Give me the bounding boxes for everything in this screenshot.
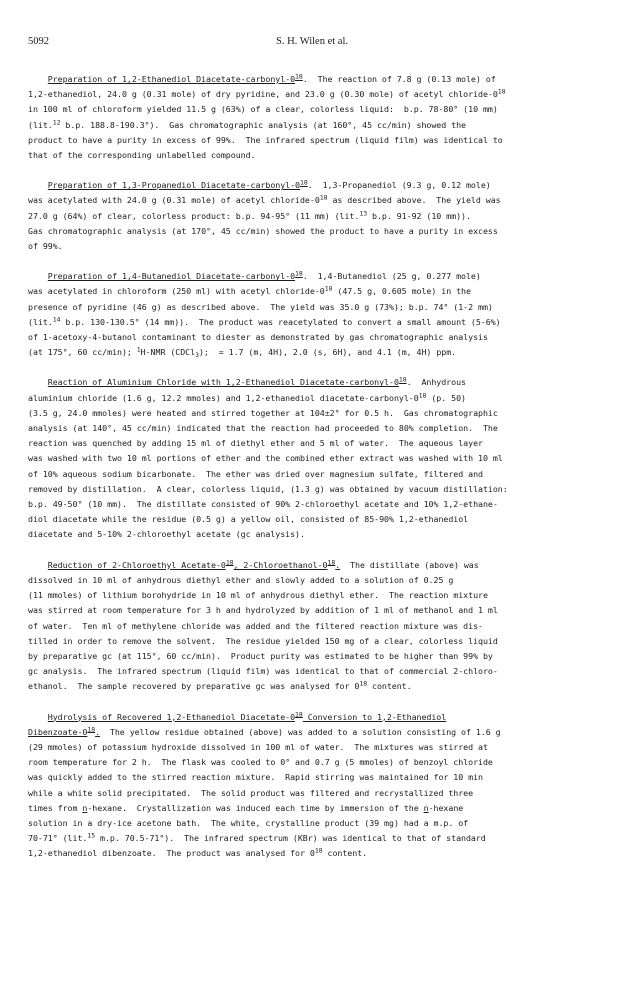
text-run: product to have a purity in excess of 99%. The infrared spectrum (liquid film) was identical to bbox=[28, 134, 503, 145]
text-run: that of the corresponding unlabelled compound. bbox=[28, 150, 256, 161]
text-run: 1,2-ethanediol, 24.0 g (0.31 mole) of dry pyridine, and 23.0 g (0.30 mole) of acetyl chloride-0 bbox=[28, 89, 498, 100]
text-line bbox=[28, 755, 602, 770]
superscript: 1 bbox=[136, 345, 141, 354]
text-run: m.p. 70.5-71°). The infrared spectrum (KBr) was identical to that of standard bbox=[95, 833, 486, 844]
text-line bbox=[28, 284, 602, 299]
text-line bbox=[28, 740, 602, 755]
page-number: 5092 bbox=[28, 36, 49, 47]
text-run: content. bbox=[367, 681, 412, 692]
text-run bbox=[28, 712, 48, 722]
text-run: solution in a dry-ice acetone bath. The white, crystalline product (39 mg) had a m.p. of bbox=[28, 817, 469, 828]
text-line bbox=[28, 102, 602, 117]
text-run: b.p. 130-130.5° (14 mm)). The product was reacetylated to convert a small amount (5-6%) bbox=[60, 316, 501, 327]
text-run: . bbox=[302, 74, 308, 84]
text-run: presence of pyridine (46 g) as described above. The yield was 35.0 g (73%); b.p. 74° (1-2 mm) bbox=[28, 301, 493, 312]
superscript: 18 bbox=[497, 87, 506, 96]
superscript: 14 bbox=[52, 315, 61, 324]
superscript: 18 bbox=[319, 193, 328, 202]
underlined-heading-text: Preparation of 1,3-Propanediol Diacetate-carbonyl-0 bbox=[47, 180, 300, 191]
paragraph-p4 bbox=[28, 375, 602, 542]
text-run: content. bbox=[322, 848, 368, 859]
underlined-heading-text: n bbox=[423, 802, 429, 813]
text-run: was stirred at room temperature for 3 h and hydrolyzed by addition of 1 ml of methanol and 1 ml bbox=[28, 605, 498, 616]
text-line bbox=[28, 330, 602, 345]
subscript: 3 bbox=[195, 351, 199, 360]
text-line bbox=[28, 300, 602, 315]
superscript: 18 bbox=[295, 72, 303, 81]
text-run: diacetate and 5-10% 2-chloroethyl acetate (gc analysis). bbox=[28, 529, 305, 540]
text-line bbox=[28, 451, 602, 466]
text-line bbox=[28, 512, 602, 527]
underlined-heading-text: Conversion to 1,2-Ethanediol bbox=[302, 711, 447, 722]
underlined-heading-text: Reduction of 2-Chloroethyl Acetate-0 bbox=[47, 559, 226, 570]
text-run: b.p. 188.8-190.3°). Gas chromatographic analysis (at 160°, 45 cc/min) showed the bbox=[60, 119, 466, 130]
underlined-heading-text: Hydrolysis of Recovered 1,2-Ethanediol Diacetate-0 bbox=[47, 711, 296, 722]
underlined-heading-text: . bbox=[95, 726, 101, 737]
text-line bbox=[28, 619, 602, 634]
text-line bbox=[28, 375, 602, 390]
text-run: room temperature for 2 h. The flask was cooled to 0° and 0.7 g (5 mmoles) of benzoyl chloride bbox=[28, 757, 493, 768]
text-run: diol diacetate while the residue (0.5 g) a yellow oil, consisted of 85-90% 1,2-ethanediol bbox=[28, 514, 469, 525]
text-run: b.p. 91-92 (10 mm)). bbox=[367, 210, 471, 221]
text-run: b.p. 49-50° (10 mm). The distillate consisted of 90% 2-chloroethyl acetate and 10% 1,2-ethane- bbox=[28, 499, 498, 510]
text-run: of 10% aqueous sodium bicarbonate. The ether was dried over magnesium sulfate, filtered and bbox=[28, 468, 483, 479]
text-run: H-NMR (CDCl bbox=[140, 347, 196, 358]
text-run: (at 175°, 60 cc/min); bbox=[28, 347, 137, 358]
text-run: -hexane bbox=[428, 802, 464, 813]
text-run: was acetylated with 24.0 g (0.31 mole) of acetyl chloride-0 bbox=[28, 195, 320, 206]
text-line bbox=[28, 558, 602, 573]
text-run: (3.5 g, 24.0 mmoles) were heated and stirred together at 104±2° for 0.5 h. Gas chromatographic bbox=[28, 407, 498, 418]
superscript: 12 bbox=[52, 118, 61, 127]
text-run: tilled in order to remove the solvent. The residue yielded 150 mg of a clear, colorless liquid bbox=[28, 635, 498, 646]
text-line bbox=[28, 664, 602, 679]
text-run: . 1,3-Propanediol (9.3 g, 0.12 mole) bbox=[307, 180, 491, 191]
text-line bbox=[28, 239, 602, 254]
superscript: 18 bbox=[359, 679, 368, 688]
text-line bbox=[28, 269, 602, 284]
text-run: ); = 1.7 (m, 4H), 2.0 (s, 6H), and 4.1 (m, 4H) ppm. bbox=[198, 347, 457, 358]
text-run: 27.0 g (64%) of clear, colorless product: b.p. 94-95° (11 mm) (lit. bbox=[28, 210, 360, 221]
superscript: 18 bbox=[314, 846, 323, 855]
article-body bbox=[28, 72, 602, 877]
text-run: ethanol. The sample recovered by preparative gc was analysed for 0 bbox=[28, 681, 360, 692]
superscript: 13 bbox=[359, 209, 368, 218]
text-run: . Anhydrous bbox=[406, 377, 466, 388]
paragraph-p3 bbox=[28, 269, 602, 360]
text-run: -hexane. Crystallization was induced each time by immersion of the bbox=[87, 802, 424, 813]
text-line bbox=[28, 770, 602, 785]
text-run: of 1-acetoxy-4-butanol contaminant to diester as demonstrated by gas chromatographic analysis bbox=[28, 332, 488, 343]
text-run: reaction was quenched by adding 15 ml of diethyl ether and 5 ml of water. The aqueous layer bbox=[28, 438, 483, 449]
text-run: dissolved in 10 ml of anhydrous diethyl ether and slowly added to a solution of 0.25 g bbox=[28, 574, 454, 585]
text-line bbox=[28, 406, 602, 421]
text-line bbox=[28, 634, 602, 649]
text-run: The reaction of 7.8 g (0.13 mole) of bbox=[307, 74, 496, 84]
text-line bbox=[28, 786, 602, 801]
underlined-heading-text: Dibenzoate-0 bbox=[28, 726, 88, 737]
text-line bbox=[28, 816, 602, 831]
text-run: Gas chromatographic analysis (at 170°, 45 cc/min) showed the product to have a purity in excess bbox=[28, 225, 498, 236]
text-line bbox=[28, 649, 602, 664]
superscript: 18 bbox=[295, 710, 303, 719]
text-run: was acetylated in chloroform (250 ml) with acetyl chloride-0 bbox=[28, 286, 325, 297]
text-run: by preparative gc (at 115°, 60 cc/min). Product purity was estimated to be higher than 99% by bbox=[28, 650, 493, 661]
text-run: The distillate (above) was bbox=[340, 559, 479, 570]
text-line bbox=[28, 209, 602, 224]
text-line bbox=[28, 467, 602, 482]
text-line bbox=[28, 391, 602, 406]
text-run: as described above. The yield was bbox=[327, 195, 501, 206]
paragraph-p5 bbox=[28, 558, 602, 695]
text-line bbox=[28, 710, 602, 725]
superscript: 15 bbox=[87, 831, 96, 840]
text-run: (29 mmoles) of potassium hydroxide dissolved in 100 ml of water. The mixtures was stirred at bbox=[28, 741, 488, 752]
text-run: 1,2-ethanediol dibenzoate. The product was analysed for 0 bbox=[28, 848, 315, 859]
text-line bbox=[28, 345, 602, 360]
text-run: The yellow residue obtained (above) was added to a solution consisting of 1.6 g bbox=[100, 726, 501, 737]
text-run: removed by distillation. A clear, colorless liquid, (1.3 g) was obtained by vacuum distillation: bbox=[28, 483, 508, 494]
text-run bbox=[28, 377, 48, 387]
text-line bbox=[28, 436, 602, 451]
text-line bbox=[28, 72, 602, 87]
text-run: of 99%. bbox=[28, 241, 63, 252]
superscript: 18 bbox=[418, 391, 427, 400]
text-run: (lit. bbox=[28, 316, 53, 327]
text-line bbox=[28, 588, 602, 603]
superscript: 18 bbox=[295, 269, 303, 278]
underlined-heading-text: Preparation of 1,4-Butanediol Diacetate-carbonyl-0 bbox=[47, 271, 296, 282]
text-line bbox=[28, 224, 602, 239]
text-run: (p. 50) bbox=[426, 392, 466, 403]
superscript: 18 bbox=[87, 725, 96, 734]
text-run: (11 mmoles) of lithium borohydride in 10 ml of anhydrous diethyl ether. The reaction mixture bbox=[28, 590, 488, 601]
text-line bbox=[28, 573, 602, 588]
text-run bbox=[28, 180, 48, 190]
paragraph-p6 bbox=[28, 710, 602, 862]
paragraph-p1 bbox=[28, 72, 602, 163]
text-line bbox=[28, 846, 602, 861]
text-run bbox=[28, 560, 48, 570]
text-line bbox=[28, 801, 602, 816]
text-run: . 1,4-Butanediol (25 g, 0.277 mole) bbox=[302, 271, 481, 282]
text-line bbox=[28, 603, 602, 618]
text-line bbox=[28, 148, 602, 163]
superscript: 18 bbox=[300, 178, 308, 187]
text-line bbox=[28, 482, 602, 497]
text-run: was washed with two 10 ml portions of ether and the combined ether extract was washed with 10 ml bbox=[28, 453, 503, 464]
text-line bbox=[28, 133, 602, 148]
text-line bbox=[28, 193, 602, 208]
text-run: times from bbox=[28, 802, 83, 813]
text-line bbox=[28, 315, 602, 330]
text-run: was quickly added to the stirred reaction mixture. Rapid stirring was maintained for 10 min bbox=[28, 772, 483, 783]
text-run: aluminium chloride (1.6 g, 12.2 mmoles) and 1,2-ethanediol diacetate-carbonyl-0 bbox=[28, 392, 419, 403]
underlined-heading-text: . bbox=[335, 559, 341, 570]
text-run: (lit. bbox=[28, 119, 53, 130]
text-run: (47.5 g, 0.605 mole) in the bbox=[332, 286, 471, 297]
text-run bbox=[28, 74, 48, 84]
superscript: 18 bbox=[398, 375, 407, 384]
text-run: gc analysis. The infrared spectrum (liquid film) was identical to that of commercial 2-chloro- bbox=[28, 666, 498, 677]
superscript: 18 bbox=[324, 284, 333, 293]
underlined-heading-text: Preparation of 1,2-Ethanediol Diacetate-carbonyl-0 bbox=[47, 74, 296, 84]
text-line bbox=[28, 87, 602, 102]
text-line bbox=[28, 527, 602, 542]
text-run: analysis (at 140°, 45 cc/min) indicated that the reaction had proceeded to 80% completion. The bbox=[28, 423, 498, 434]
text-line bbox=[28, 178, 602, 193]
text-line bbox=[28, 679, 602, 694]
text-run bbox=[28, 271, 48, 281]
text-run: while a white solid precipitated. The solid product was filtered and recrystallized three bbox=[28, 787, 474, 798]
text-line bbox=[28, 118, 602, 133]
superscript: 18 bbox=[225, 558, 234, 567]
text-line bbox=[28, 831, 602, 846]
text-run: 70-71° (lit. bbox=[28, 833, 88, 844]
paragraph-p2 bbox=[28, 178, 602, 254]
underlined-heading-text: n bbox=[82, 802, 88, 813]
underlined-heading-text: , 2-Chloroethanol-0 bbox=[233, 559, 328, 570]
text-line bbox=[28, 421, 602, 436]
underlined-heading-text: Reaction of Aluminium Chloride with 1,2-Ethanediol Diacetate-carbonyl-0 bbox=[47, 377, 399, 388]
text-run: of water. Ten ml of methylene chloride was added and the filtered reaction mixture was dis- bbox=[28, 620, 483, 631]
running-header-author: S. H. Wilen et al. bbox=[276, 36, 348, 47]
text-run: in 100 ml of chloroform yielded 11.5 g (63%) of a clear, colorless liquid: b.p. 78-80° (10 mm) bbox=[28, 104, 498, 115]
text-line bbox=[28, 725, 602, 740]
superscript: 18 bbox=[327, 558, 336, 567]
text-line bbox=[28, 497, 602, 512]
